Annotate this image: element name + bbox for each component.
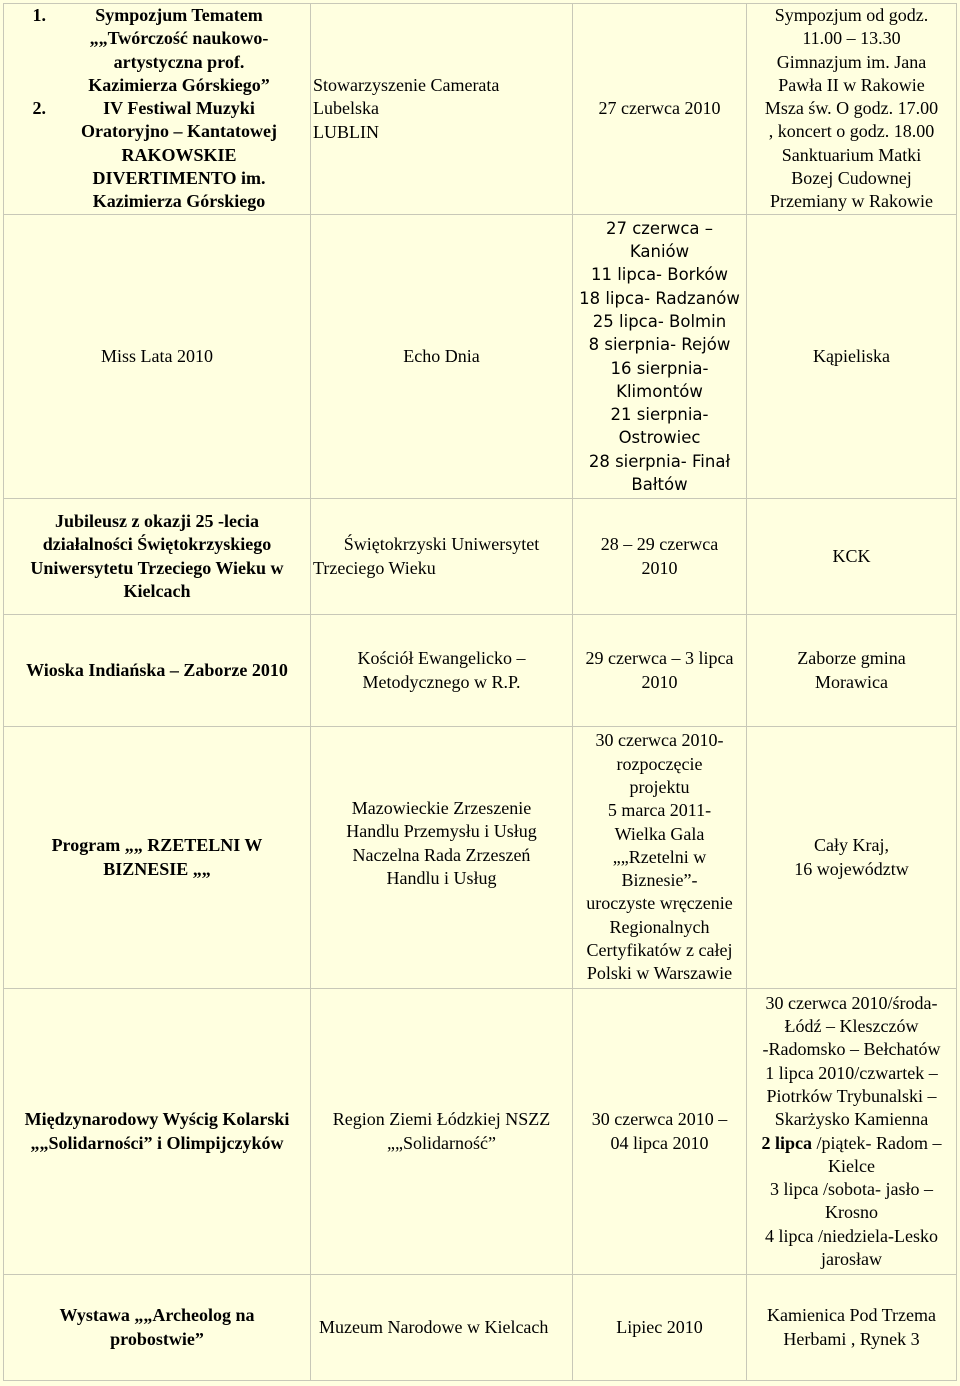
place-line-rest: /piątek- Radom –: [812, 1132, 942, 1153]
place-line-mixed: [749, 1132, 954, 1155]
event-cell: [3, 499, 311, 615]
place-line: Sanktuarium Matki: [781, 144, 922, 165]
event-line: Wioska Indiańska – Zaborze 2010: [26, 659, 288, 680]
event-line: Wystawa „„Archeolog na: [59, 1305, 255, 1326]
event-line: Uniwersytetu Trzeciego Wieku w: [30, 557, 284, 578]
place-line: Gimnazjum im. Jana: [776, 51, 927, 72]
place-line: Bozej Cudownej: [791, 168, 912, 189]
place-line: 11.00 – 13.30: [802, 28, 901, 49]
date-line: 25 lipca- Bolmin: [592, 311, 727, 331]
event-line: działalności Świętokrzyskiego: [42, 534, 272, 555]
date-line: rozpoczęcie: [616, 753, 703, 774]
organizer-line: Trzeciego Wieku: [313, 557, 436, 578]
event-line: BIZNESIE „„: [103, 858, 211, 879]
event-line: DIVERTIMENTO im.: [92, 168, 266, 189]
organizer-cell: [311, 1275, 573, 1381]
organizer-line: Lubelska: [313, 98, 379, 119]
organizer-line: Świętokrzyski Uniwersytet: [343, 534, 540, 555]
place-line: Cały Kraj,: [814, 835, 889, 856]
event-cell: [3, 727, 311, 989]
date-line: 11 lipca- Borków: [590, 265, 729, 285]
place-cell: [747, 499, 957, 615]
date-cell: [573, 1275, 747, 1381]
event-line: RAKOWSKIE: [121, 144, 237, 165]
place-line: , koncert o godz. 18.00: [768, 121, 935, 142]
date-line: 8 sierpnia- Rejów: [588, 335, 731, 355]
date-line: Klimontów: [616, 381, 703, 401]
date-line: 29 czerwca – 3 lipca: [585, 648, 734, 669]
event-line: Kielcach: [123, 580, 191, 601]
event-line: „„Solidarności” i Olimpijczyków: [30, 1132, 284, 1153]
organizer-line: „„Solidarność”: [387, 1132, 496, 1153]
list-number: 2.: [32, 98, 46, 119]
organizer-line: Naczelna Rada Zrzeszeń: [352, 844, 531, 865]
table-row: [3, 727, 957, 989]
table-row: [3, 615, 957, 727]
date-line: Wielka Gala: [614, 823, 705, 844]
date-line: 30 czerwca 2010-: [595, 730, 724, 751]
place-line: 4 lipca /niedziela-Lesko: [765, 1225, 938, 1246]
organizer-line: Metodycznego w R.P.: [362, 671, 521, 692]
place-cell: [747, 989, 957, 1275]
event-line: Oratoryjno – Kantatowej: [81, 121, 277, 142]
place-line: 30 czerwca 2010/środa-: [765, 992, 938, 1013]
event-line: „„Twórczość naukowo-: [89, 28, 269, 49]
organizer-line: Region Ziemi Łódzkiej NSZZ: [332, 1109, 551, 1130]
events-table: [3, 3, 957, 1381]
event-line: Miss Lata 2010: [101, 345, 213, 366]
date-line: 21 sierpnia-: [610, 405, 709, 425]
organizer-line: Echo Dnia: [403, 345, 480, 366]
event-line: probostwie”: [110, 1328, 204, 1349]
place-cell: [747, 727, 957, 989]
date-line: uroczyste wręczenie: [586, 893, 733, 914]
list-item: [6, 74, 308, 213]
place-line: Przemiany w Rakowie: [770, 191, 933, 212]
place-cell: [747, 3, 957, 215]
date-line: projektu: [629, 776, 690, 797]
place-line: -Radomsko – Bełchatów: [762, 1039, 941, 1060]
organizer-cell: [311, 615, 573, 727]
date-cell: [573, 3, 747, 215]
organizer-line: LUBLIN: [313, 121, 379, 142]
place-line: Kąpieliska: [813, 345, 890, 366]
date-cell: [573, 499, 747, 615]
place-cell: [747, 215, 957, 499]
date-cell: [573, 989, 747, 1275]
date-cell: [573, 615, 747, 727]
place-line: 1 lipca 2010/czwartek –: [765, 1062, 938, 1083]
organizer-line: Stowarzyszenie Camerata: [313, 75, 500, 96]
place-cell: [747, 1275, 957, 1381]
date-line: 27 czerwca 2010: [598, 98, 721, 119]
place-line: Skarżysko Kamienna: [774, 1109, 929, 1130]
table-row: [3, 1275, 957, 1381]
date-line: 27 czerwca –: [605, 218, 714, 238]
date-line: 04 lipca 2010: [610, 1132, 709, 1153]
organizer-cell: [311, 727, 573, 989]
date-line: 28 – 29 czerwca: [600, 534, 719, 555]
organizer-line: Kościół Ewangelicko –: [357, 648, 526, 669]
organizer-cell: [311, 989, 573, 1275]
place-line: Kielce: [828, 1155, 875, 1176]
event-line: Międzynarodowy Wyścig Kolarski: [24, 1109, 290, 1130]
date-line: 18 lipca- Radzanów: [579, 288, 740, 308]
date-cell: [573, 215, 747, 499]
place-line: Krosno: [825, 1202, 878, 1223]
organizer-line: Mazowieckie Zrzeszenie: [351, 798, 532, 818]
date-line: Regionalnych: [609, 916, 710, 937]
date-line: Kaniów: [629, 242, 690, 262]
table-row: [3, 989, 957, 1275]
event-line: Sympozjum Tematem: [95, 5, 263, 25]
event-cell: [3, 989, 311, 1275]
date-line: Polski w Warszawie: [586, 963, 733, 984]
place-line: Morawica: [815, 671, 888, 692]
place-cell: [747, 615, 957, 727]
event-line: Kazimierza Górskiego: [92, 191, 266, 212]
place-line: Herbami , Rynek 3: [783, 1328, 920, 1349]
organizer-cell: [311, 499, 573, 615]
event-cell: [3, 615, 311, 727]
place-line: Łódź – Kleszczów: [784, 1016, 919, 1037]
event-line: IV Festiwal Muzyki: [103, 98, 255, 119]
event-cell: [3, 1275, 311, 1381]
date-line: Lipiec 2010: [616, 1316, 703, 1337]
event-list: [6, 4, 308, 214]
date-line: 16 sierpnia-: [610, 358, 709, 378]
event-line: artystyczna prof.: [113, 51, 245, 72]
date-line: Ostrowiec: [618, 428, 701, 448]
event-line: Kazimierza Górskiego”: [88, 74, 270, 95]
event-cell: [3, 215, 311, 499]
organizer-line: Muzeum Narodowe w Kielcach: [319, 1316, 549, 1337]
place-line: Msza św. O godz. 17.00: [764, 98, 939, 119]
event-line: Jubileusz z okazji 25 -lecia: [55, 510, 259, 531]
organizer-line: Handlu Przemysłu i Usług: [346, 821, 537, 842]
place-line: Zaborze gmina: [797, 648, 906, 669]
place-line: jarosław: [821, 1248, 882, 1269]
table-row: [3, 215, 957, 499]
place-line: 16 województw: [794, 858, 909, 879]
place-line-bold: 2 lipca: [761, 1132, 813, 1153]
date-line: 2010: [641, 671, 678, 692]
date-cell: [573, 727, 747, 989]
list-number: 1.: [32, 5, 46, 25]
date-line: Biznesie”-: [621, 870, 698, 891]
event-cell: [3, 3, 311, 215]
place-line: Piotrków Trybunalski –: [766, 1085, 937, 1106]
date-line: 30 czerwca 2010 –: [591, 1109, 728, 1130]
date-line: Certyfikatów z całej: [586, 940, 733, 961]
date-line: Bałtów: [631, 474, 688, 494]
date-line: 28 sierpnia- Finał: [588, 451, 731, 471]
place-line: 3 lipca /sobota- jasło –: [770, 1179, 933, 1200]
place-line: Pawła II w Rakowie: [778, 74, 925, 95]
table-row: [3, 3, 957, 215]
place-line: KCK: [832, 545, 871, 566]
event-line: Program „„ RZETELNI W: [51, 835, 263, 856]
place-line: Sympozjum od godz.: [774, 5, 929, 25]
organizer-cell: [311, 3, 573, 215]
date-line: 5 marca 2011-: [607, 800, 712, 821]
date-line: 2010: [641, 557, 678, 578]
organizer-cell: [311, 215, 573, 499]
place-line: Kamienica Pod Trzema: [767, 1305, 936, 1326]
organizer-line: Handlu i Usług: [386, 867, 497, 888]
table-row: [3, 499, 957, 615]
date-line: „„Rzetelni w: [612, 846, 707, 867]
